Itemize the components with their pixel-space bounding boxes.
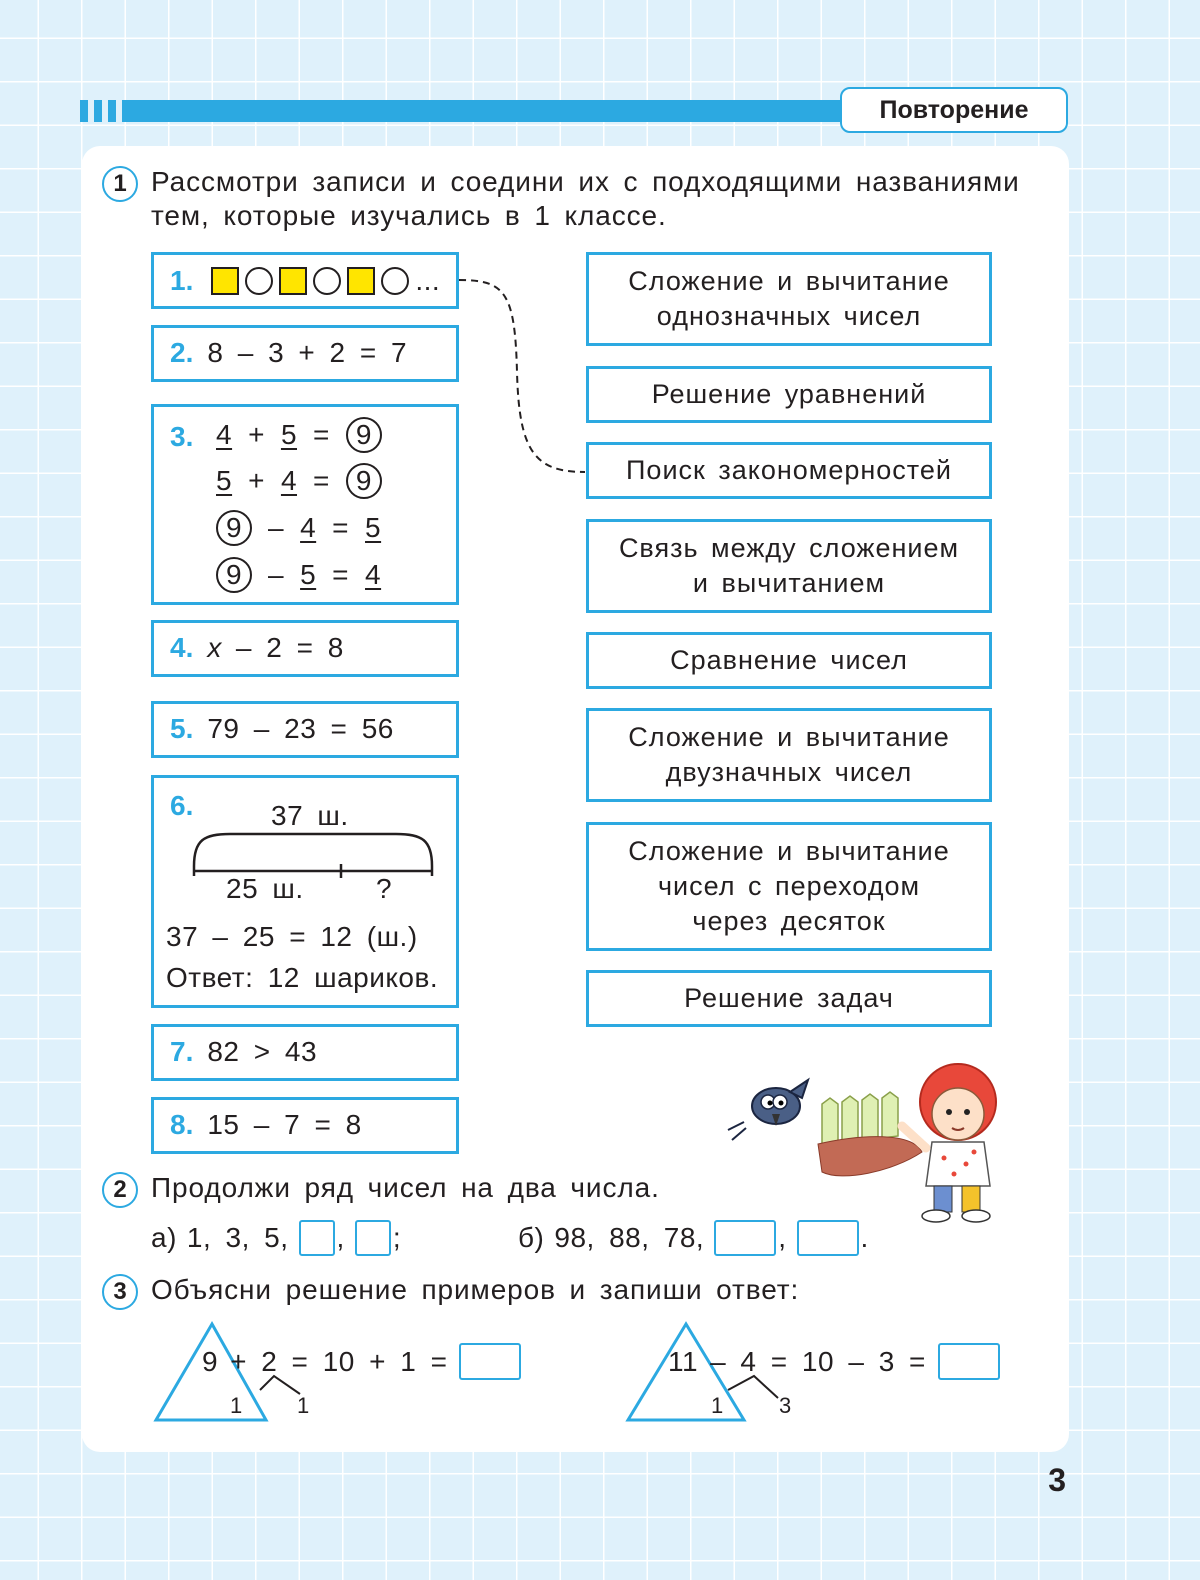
circled-number: 9 <box>346 417 382 453</box>
topic-label: и вычитанием <box>692 568 886 598</box>
segment-total-label: 37 ш. <box>271 800 349 831</box>
topic-label: Решение задач <box>684 983 894 1013</box>
page-number: 3 <box>1048 1462 1066 1498</box>
answer-box[interactable] <box>714 1220 776 1256</box>
topic-label: Поиск закономерностей <box>626 455 952 485</box>
left-item-6[interactable] <box>151 775 459 1008</box>
circle-icon <box>245 267 273 295</box>
sequence-a <box>151 1220 401 1256</box>
yellow-square-icon <box>211 267 239 295</box>
term: 4 <box>280 465 298 496</box>
task1-text-line1: Рассмотри записи и соедини их с подходящими названиями <box>151 166 1020 197</box>
item-number: 7. <box>170 1036 194 1067</box>
term: 9 <box>202 1345 219 1377</box>
operator: – <box>268 559 285 590</box>
comma: , <box>778 1222 787 1253</box>
item-expression: 79 – 23 = 56 <box>207 713 394 744</box>
equals: = <box>332 512 350 543</box>
equals: = <box>313 419 330 450</box>
girl-icon <box>902 1064 996 1222</box>
term: 11 <box>668 1345 699 1377</box>
number-sequence: 1, 3, 5, <box>186 1222 289 1253</box>
equals: = <box>332 559 350 590</box>
term: 5 <box>365 512 382 543</box>
topic-label: Связь между сложением <box>618 533 960 563</box>
item-number: 4. <box>170 632 194 663</box>
answer-box[interactable] <box>299 1220 335 1256</box>
topic-label: чисел с переходом <box>657 871 921 901</box>
answer-box[interactable] <box>797 1220 859 1256</box>
task1-text-line2: тем, которые изучались в 1 классе. <box>151 200 667 231</box>
topic-patterns[interactable] <box>586 442 992 499</box>
part-label: а) <box>151 1222 177 1253</box>
circle-icon <box>381 267 409 295</box>
topic-label: Решение уравнений <box>651 379 927 409</box>
topic-equations[interactable] <box>586 366 992 423</box>
example-connector-line <box>455 272 595 482</box>
equation-row-1 <box>216 417 382 453</box>
operator: + <box>248 419 265 450</box>
header-bar <box>130 100 850 122</box>
circled-number: 9 <box>346 463 382 499</box>
topic-label: двузначных чисел <box>665 757 913 787</box>
operator: + <box>248 465 265 496</box>
item-number: 5. <box>170 713 194 744</box>
term: 4 <box>300 512 317 543</box>
part-label: б) <box>518 1222 545 1253</box>
term: 5 <box>280 419 298 450</box>
expression: – 4 = 10 – 3 = <box>710 1345 926 1377</box>
semicolon: ; <box>392 1222 402 1253</box>
task-number-1: 1 <box>102 166 138 202</box>
answer-box[interactable] <box>459 1343 521 1380</box>
pattern-ellipsis: ... <box>415 265 441 296</box>
item-expression: 8 – 3 + 2 = 7 <box>207 337 408 368</box>
term: 4 <box>216 419 233 450</box>
left-item-5[interactable] <box>151 701 459 758</box>
left-item-8[interactable] <box>151 1097 459 1154</box>
equation-row-3 <box>216 510 381 546</box>
sequence-b <box>518 1220 869 1256</box>
item-expression: 82 > 43 <box>207 1036 318 1067</box>
topic-word-problems[interactable] <box>586 970 992 1027</box>
left-item-4[interactable] <box>151 620 459 677</box>
left-item-2[interactable] <box>151 325 459 382</box>
bird-icon <box>728 1080 808 1140</box>
task3-text: Объясни решение примеров и запиши ответ: <box>151 1274 800 1305</box>
item-number: 8. <box>170 1109 194 1140</box>
topic-single-digit-add-sub[interactable] <box>586 252 992 346</box>
yellow-square-icon <box>347 267 375 295</box>
answer-box[interactable] <box>938 1343 1000 1380</box>
task-number-3: 3 <box>102 1274 138 1310</box>
segment-part2-label: ? <box>376 873 393 904</box>
number-sequence: 98, 88, 78, <box>554 1222 705 1253</box>
split-number: 1 <box>297 1393 310 1418</box>
topic-add-sub-relation[interactable] <box>586 519 992 613</box>
comma: , <box>336 1222 345 1253</box>
triangle-number: 1 <box>711 1393 724 1418</box>
answer-box[interactable] <box>355 1220 391 1256</box>
triangle-number: 1 <box>230 1393 243 1418</box>
term: 5 <box>216 465 233 496</box>
topic-label: Сложение и вычитание <box>628 266 950 296</box>
circled-number: 9 <box>216 510 252 546</box>
term: 5 <box>300 559 317 590</box>
expression: + 2 = 10 + 1 = <box>230 1345 448 1377</box>
period: . <box>860 1222 869 1253</box>
problem-solution: 37 – 25 = 12 (ш.) <box>166 921 418 952</box>
split-number: 3 <box>779 1393 792 1418</box>
item-expression: – 2 = 8 <box>235 632 344 663</box>
term: 4 <box>365 559 382 590</box>
item-expression: 15 – 7 = 8 <box>207 1109 362 1140</box>
topic-label: через десяток <box>692 906 886 936</box>
topic-label: Сложение и вычитание <box>628 722 950 752</box>
variable-x: x <box>207 632 222 663</box>
circle-icon <box>313 267 341 295</box>
segment-part1-label: 25 ш. <box>226 873 304 904</box>
topic-number-comparison[interactable] <box>586 632 992 689</box>
equation-row-2 <box>216 463 382 499</box>
item-number: 2. <box>170 337 194 368</box>
left-item-1[interactable] <box>151 252 459 309</box>
operator: – <box>268 512 285 543</box>
topic-label: Сравнение чисел <box>670 645 908 675</box>
item-number: 1. <box>170 265 194 296</box>
equals: = <box>313 465 330 496</box>
item-number: 3. <box>170 421 194 452</box>
task2-text: Продолжи ряд чисел на два числа. <box>151 1172 660 1203</box>
example-1 <box>202 1343 521 1380</box>
header-stripes <box>80 100 130 122</box>
circled-number: 9 <box>216 557 252 593</box>
girl-and-bird-illustration <box>722 1062 1012 1232</box>
left-item-7[interactable] <box>151 1024 459 1081</box>
shape-pattern <box>211 265 440 297</box>
topic-add-sub-crossing-ten[interactable] <box>586 822 992 951</box>
example-2 <box>668 1343 1000 1380</box>
topic-two-digit-add-sub[interactable] <box>586 708 992 802</box>
yellow-square-icon <box>279 267 307 295</box>
problem-answer: Ответ: 12 шариков. <box>166 962 439 993</box>
item-number: 6. <box>170 790 194 821</box>
section-title: Повторение <box>840 87 1068 133</box>
equation-row-4 <box>216 557 381 593</box>
topic-label: однозначных чисел <box>656 301 922 331</box>
task-number-2: 2 <box>102 1172 138 1208</box>
topic-label: Сложение и вычитание <box>628 836 950 866</box>
left-item-3[interactable] <box>151 404 459 605</box>
